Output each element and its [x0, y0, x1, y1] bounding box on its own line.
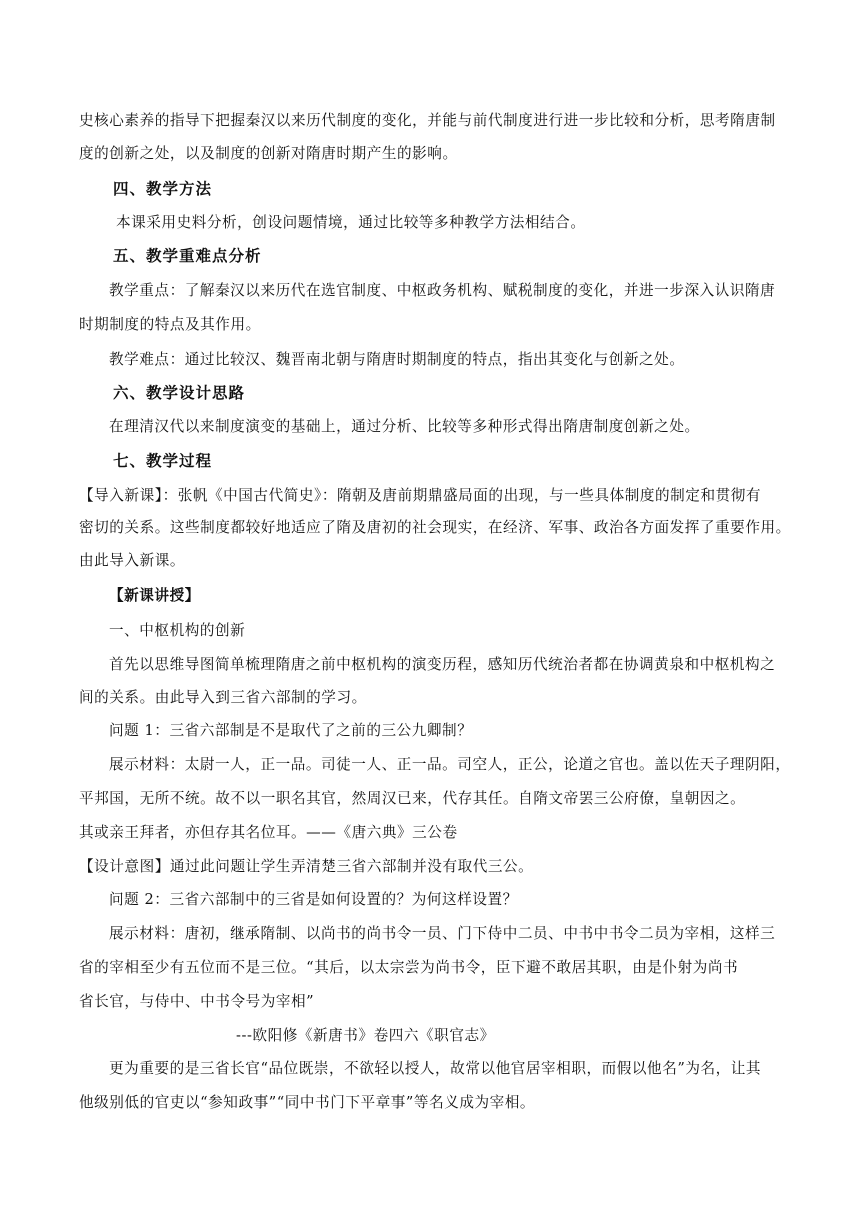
question-1: 问题 1：三省六部制是不是取代了之前的三公九卿制？ — [109, 722, 473, 739]
section-heading-design: 六、教学设计思路 — [113, 384, 246, 402]
paragraph-line: 省长官，与侍中、中书令号为宰相” — [79, 993, 315, 1010]
paragraph-line: 本课采用史料分析，创设问题情境，通过比较等多种教学方法相结合。 — [116, 214, 586, 231]
citation: ---欧阳修《新唐书》卷四六《职官志》 — [236, 1027, 495, 1044]
paragraph-line: 时期制度的特点及其作用。 — [79, 316, 261, 333]
paragraph-line: 由此导入新课。 — [79, 552, 186, 569]
paragraph-line: 在理清汉代以来制度演变的基础上，通过分析、比较等多种形式得出隋唐制度创新之处。 — [109, 418, 700, 435]
paragraph-line: 展示材料：太尉一人，正一品。司徒一人、正一品。司空人，正公，论道之官也。盖以佐天子理阴阳， — [109, 756, 791, 773]
subheading-central-institutions: 一、中枢机构的创新 — [109, 622, 246, 639]
section-heading-methods: 四、教学方法 — [113, 180, 213, 198]
paragraph-line: 更为重要的是三省长官“品位既崇，不欲轻以授人，故常以他官居宰相职，而假以他名”为名，让其 — [109, 1060, 762, 1077]
paragraph-line: 教学难点：通过比较汉、魏晋南北朝与隋唐时期制度的特点，指出其变化与创新之处。 — [109, 351, 685, 368]
paragraph-line: 教学重点：了解秦汉以来历代在选官制度、中枢政务机构、赋税制度的变化，并进一步深入认识隋唐 — [109, 282, 776, 299]
paragraph-line: 密切的关系。这些制度都较好地适应了隋及唐初的社会现实，在经济、军事、政治各方面发挥了重要作用。 — [79, 519, 791, 536]
paragraph-line: 首先以思维导图简单梳理隋唐之前中枢机构的演变历程，感知历代统治者都在协调黄泉和中枢机构之 — [109, 656, 776, 673]
question-2: 问题 2：三省六部制中的三省是如何设置的？为何这样设置？ — [109, 891, 518, 908]
section-heading-key-points: 五、教学重难点分析 — [113, 247, 262, 265]
subheading-new-lesson: 【新课讲授】 — [109, 587, 200, 604]
paragraph-line: 【导入新课】：张帆《中国古代简史》：隋朝及唐前期鼎盛局面的出现，与一些具体制度的制定和贯彻有 — [79, 487, 762, 504]
paragraph-line: 平邦国，无所不统。故不以一职名其官，然周汉已来，代存其任。自隋文帝罢三公府僚，皇朝因之。 — [79, 790, 746, 807]
paragraph-line: 其或亲王拜者，亦但存其名位耳。——《唐六典》三公卷 — [79, 824, 458, 841]
paragraph-line: 省的宰相至少有五位而不是三位。“其后，以太宗尝为尚书令，臣下避不敢居其职，由是仆射为尚书 — [79, 959, 739, 976]
paragraph-line: 他级别低的官吏以“参知政事”“同中书门下平章事”等名义成为宰相。 — [79, 1094, 536, 1111]
paragraph-line: 史核心素养的指导下把握秦汉以来历代制度的变化，并能与前代制度进行进一步比较和分析，思考隋唐制 — [79, 112, 776, 129]
design-intent: 【设计意图】通过此问题让学生弄清楚三省六部制并没有取代三公。 — [79, 858, 534, 875]
paragraph-line: 间的关系。由此导入到三省六部制的学习。 — [79, 689, 367, 706]
paragraph-line: 度的创新之处，以及制度的创新对隋唐时期产生的影响。 — [79, 145, 458, 162]
section-heading-process: 七、教学过程 — [113, 452, 213, 470]
paragraph-line: 展示材料：唐初，继承隋制、以尚书的尚书令一员、门下侍中二员、中书中书令二员为宰相，这样三 — [109, 925, 776, 942]
